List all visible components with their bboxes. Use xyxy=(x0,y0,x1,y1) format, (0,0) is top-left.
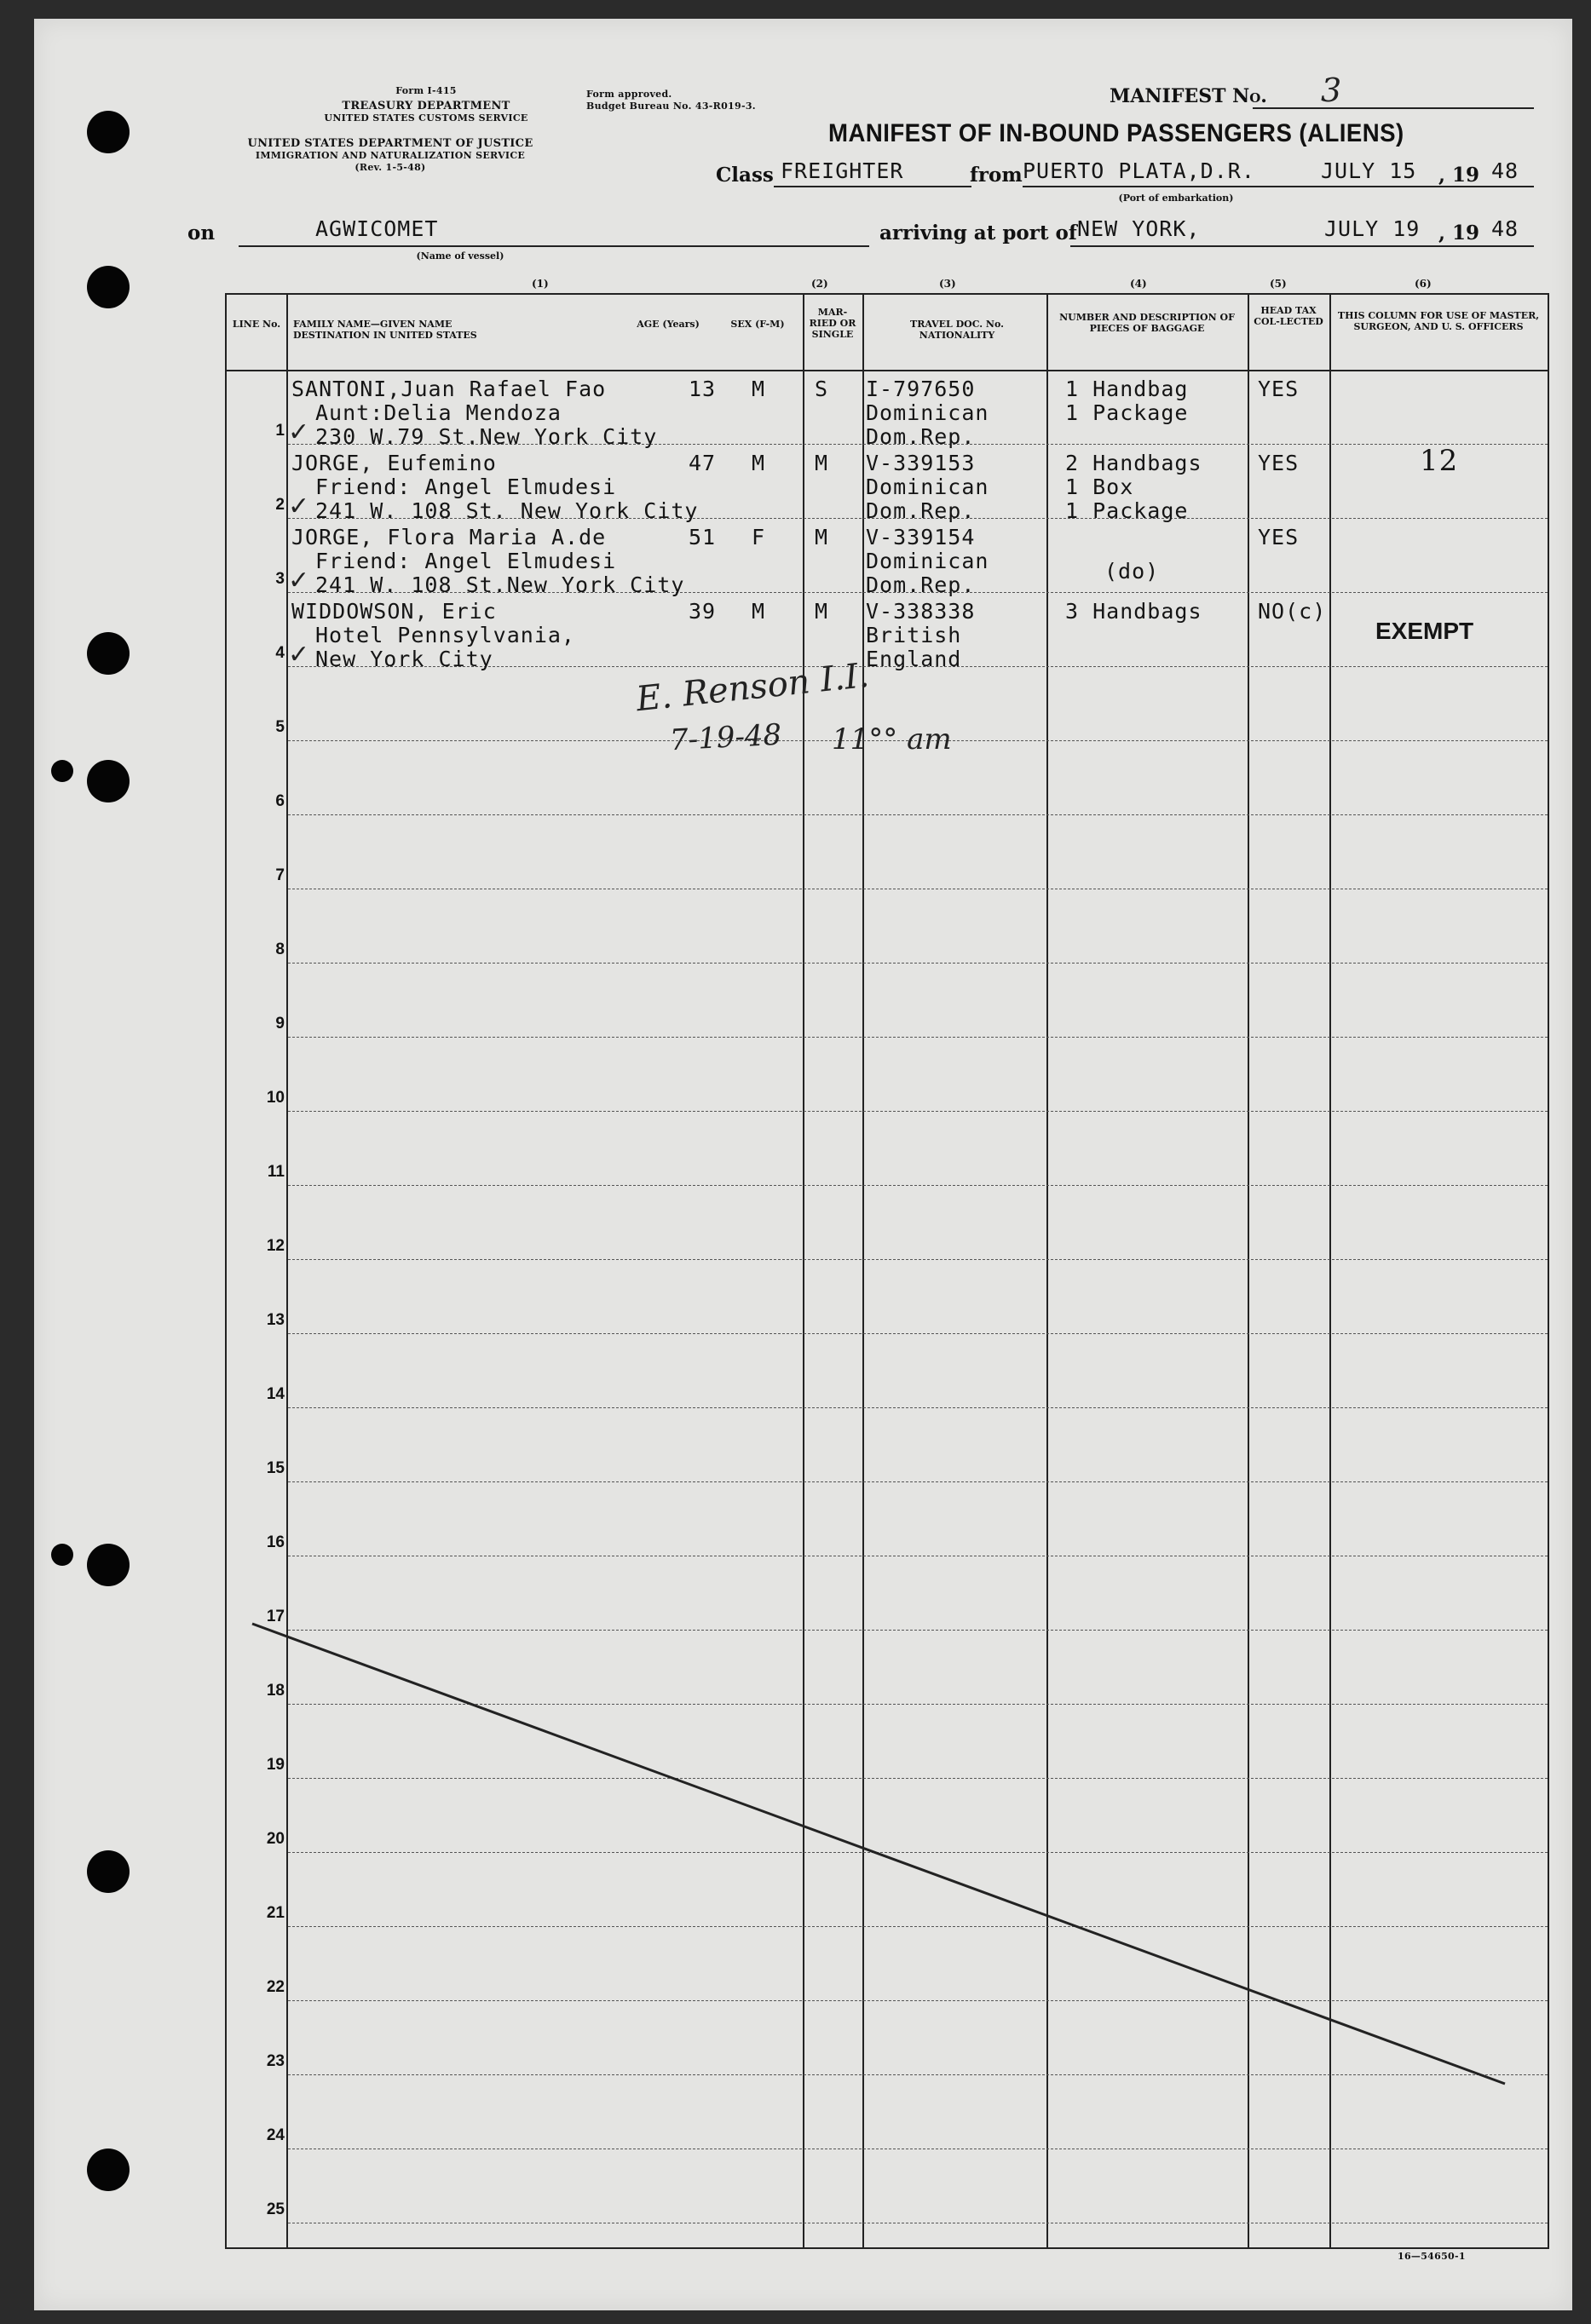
inspection-time: 11°° am xyxy=(832,722,952,756)
passenger-name: SANTONI,Juan Rafael Fao xyxy=(291,377,607,401)
line-number: 4 xyxy=(275,644,285,662)
treasury-dept: TREASURY DEPARTMENT xyxy=(342,100,510,112)
header-sex: SEX (F-M) xyxy=(730,319,785,330)
on-label: on xyxy=(187,221,216,244)
line-number: 10 xyxy=(266,1089,285,1107)
line-number: 25 xyxy=(266,2200,285,2218)
passenger-sex: M xyxy=(752,377,766,401)
line-number: 11 xyxy=(267,1163,285,1181)
footer-code: 16—54650-1 xyxy=(1398,2251,1466,2262)
departure-year: 48 xyxy=(1491,158,1519,183)
line-number: 16 xyxy=(266,1533,285,1551)
arrival-date-line xyxy=(1317,245,1534,247)
head-tax-collected: YES xyxy=(1258,377,1300,401)
departure-year-prefix: , 19 xyxy=(1438,164,1480,187)
col-num-1: (1) xyxy=(532,278,549,290)
arrival-year: 48 xyxy=(1491,216,1519,241)
line-number: 13 xyxy=(266,1311,285,1329)
nationality: Dominican xyxy=(866,475,989,499)
line-number: 19 xyxy=(266,1756,285,1774)
header-officers: THIS COLUMN FOR USE OF MASTER, SURGEON, AND U. S. OFFICERS xyxy=(1337,310,1540,332)
col-num-6: (6) xyxy=(1415,278,1432,290)
travel-document-number: I-797650 xyxy=(866,377,976,401)
line-number: 8 xyxy=(275,941,285,958)
vessel-name: AGWICOMET xyxy=(315,216,439,241)
header-travel-doc: TRAVEL DOC. No. NATIONALITY xyxy=(910,319,1004,341)
line-number: 1 xyxy=(275,422,285,440)
passenger-name: JORGE, Eufemino xyxy=(291,451,497,475)
baggage-line: 2 Handbags xyxy=(1065,451,1202,475)
inspection-date: 7-19-48 xyxy=(669,717,783,758)
nationality: Dominican xyxy=(866,549,989,573)
arriving-label: arriving at port of xyxy=(879,221,1077,244)
travel-document-number: V-339154 xyxy=(866,525,976,549)
binder-hole xyxy=(87,760,130,802)
destination-contact: Friend: Angel Elmudesi xyxy=(315,475,617,499)
inspector-signature: E. Renson I.I. xyxy=(634,655,871,720)
budget-bureau: Budget Bureau No. 43-R019-3. xyxy=(586,101,756,112)
customs-service: UNITED STATES CUSTOMS SERVICE xyxy=(324,112,528,124)
vessel-line xyxy=(239,245,869,247)
destination-contact: Friend: Angel Elmudesi xyxy=(315,549,617,573)
binder-hole xyxy=(87,111,130,153)
baggage-line: 1 Package xyxy=(1065,400,1189,425)
line-number: 23 xyxy=(266,2052,285,2070)
port-caption: (Port of embarkation) xyxy=(1118,193,1234,204)
check-mark: ✓ xyxy=(288,492,310,521)
binder-hole xyxy=(51,1544,73,1566)
marital-status: S xyxy=(815,377,829,401)
header-age: AGE (Years) xyxy=(637,319,700,330)
header-baggage: NUMBER AND DESCRIPTION OF PIECES OF BAGGAGE xyxy=(1059,312,1235,334)
header-name: FAMILY NAME—GIVEN NAME DESTINATION IN UNITED STATES xyxy=(293,319,477,341)
justice-dept: UNITED STATES DEPARTMENT OF JUSTICE xyxy=(247,137,533,150)
head-tax-collected: YES xyxy=(1258,525,1300,549)
line-number: 5 xyxy=(275,718,285,736)
header-head-tax: HEAD TAX COL-LECTED xyxy=(1254,305,1323,327)
line-number: 7 xyxy=(275,866,285,884)
destination-address: 241 W. 108 St.New York City xyxy=(315,572,685,597)
departure-date: JULY 15 xyxy=(1321,158,1417,183)
arrival-year-prefix: , 19 xyxy=(1438,221,1480,244)
nationality-country: Dom.Rep. xyxy=(866,572,976,597)
line-number: 12 xyxy=(266,1237,285,1255)
baggage-line: (do) xyxy=(1104,559,1160,584)
line-number: 2 xyxy=(275,496,285,514)
line-number: 20 xyxy=(266,1830,285,1848)
marital-status: M xyxy=(815,451,829,475)
line-number: 21 xyxy=(266,1904,285,1922)
arrival-port: NEW YORK, xyxy=(1077,216,1201,241)
strike-through-line xyxy=(227,295,1548,2247)
destination-contact: Hotel Pennsylvania, xyxy=(315,623,575,647)
travel-document-number: V-338338 xyxy=(866,599,976,624)
document-title: MANIFEST OF IN-BOUND PASSENGERS (ALIENS) xyxy=(828,119,1404,147)
manifest-page xyxy=(34,19,1572,2310)
binder-hole xyxy=(87,1544,130,1586)
baggage-line: 1 Handbag xyxy=(1065,377,1189,401)
baggage-line: 1 Package xyxy=(1065,498,1189,523)
binder-hole xyxy=(87,266,130,308)
nationality: British xyxy=(866,623,962,647)
from-line xyxy=(1023,186,1312,187)
passenger-age: 13 xyxy=(689,377,717,401)
destination-address: New York City xyxy=(315,647,493,671)
header-marital: MAR-RIED OR SINGLE xyxy=(809,307,856,340)
nationality-country: England xyxy=(866,647,962,671)
manifest-number-label: MANIFEST No. xyxy=(1110,85,1267,107)
line-number: 22 xyxy=(266,1978,285,1996)
form-number: Form I-415 xyxy=(395,85,457,96)
nationality: Dominican xyxy=(866,400,989,425)
manifest-number-line xyxy=(1253,107,1534,109)
form-approved: Form approved. xyxy=(586,89,672,100)
destination-contact: Aunt:Delia Mendoza xyxy=(315,400,562,425)
class-line xyxy=(774,186,971,187)
arrival-port-line xyxy=(1070,245,1317,247)
line-number: 17 xyxy=(266,1608,285,1625)
manifest-number-value: 3 xyxy=(1321,72,1342,109)
col-num-3: (3) xyxy=(939,278,956,290)
col-num-5: (5) xyxy=(1270,278,1287,290)
baggage-line: 1 Box xyxy=(1065,475,1134,499)
from-label: from xyxy=(970,164,1023,187)
nationality-country: Dom.Rep. xyxy=(866,498,976,523)
marital-status: M xyxy=(815,599,829,624)
baggage-line: 3 Handbags xyxy=(1065,599,1202,624)
binder-hole xyxy=(87,2149,130,2191)
port-of-embarkation: PUERTO PLATA,D.R. xyxy=(1023,158,1255,183)
line-number: 3 xyxy=(275,570,285,588)
passenger-age: 39 xyxy=(689,599,717,624)
passenger-sex: M xyxy=(752,451,766,475)
binder-hole xyxy=(87,1850,130,1893)
col-num-2: (2) xyxy=(811,278,828,290)
line-number: 14 xyxy=(266,1385,285,1403)
revision: (Rev. 1-5-48) xyxy=(355,162,426,173)
departure-line xyxy=(1312,186,1534,187)
binder-hole xyxy=(51,760,73,782)
destination-address: 230 W.79 St.New York City xyxy=(315,424,658,449)
head-tax-collected: YES xyxy=(1258,451,1300,475)
line-number: 9 xyxy=(275,1015,285,1033)
passenger-name: WIDDOWSON, Eric xyxy=(291,599,497,624)
class-value: FREIGHTER xyxy=(781,158,904,183)
marital-status: M xyxy=(815,525,829,549)
ins-service: IMMIGRATION AND NATURALIZATION SERVICE xyxy=(255,150,526,161)
passenger-sex: M xyxy=(752,599,766,624)
line-number: 18 xyxy=(266,1682,285,1700)
line-number: 15 xyxy=(266,1459,285,1477)
line-number: 24 xyxy=(266,2126,285,2144)
check-mark: ✓ xyxy=(288,640,310,670)
officer-notation: 12 xyxy=(1420,444,1459,478)
header-line-no: LINE No. xyxy=(232,319,281,330)
nationality-country: Dom.Rep. xyxy=(866,424,976,449)
officer-notation: EXEMPT xyxy=(1375,618,1474,644)
col-num-4: (4) xyxy=(1130,278,1147,290)
passenger-table xyxy=(225,293,1549,2249)
destination-address: 241 W. 108 St. New York City xyxy=(315,498,699,523)
passenger-sex: F xyxy=(752,525,766,549)
line-number: 6 xyxy=(275,792,285,810)
passenger-name: JORGE, Flora Maria A.de xyxy=(291,525,607,549)
passenger-age: 47 xyxy=(689,451,717,475)
vessel-caption: (Name of vessel) xyxy=(416,250,504,262)
binder-hole xyxy=(87,632,130,675)
arrival-date: JULY 19 xyxy=(1324,216,1421,241)
travel-document-number: V-339153 xyxy=(866,451,976,475)
passenger-age: 51 xyxy=(689,525,717,549)
class-label: Class xyxy=(716,164,774,187)
check-mark: ✓ xyxy=(288,417,310,447)
head-tax-collected: NO(c) xyxy=(1258,599,1327,624)
check-mark: ✓ xyxy=(288,566,310,595)
